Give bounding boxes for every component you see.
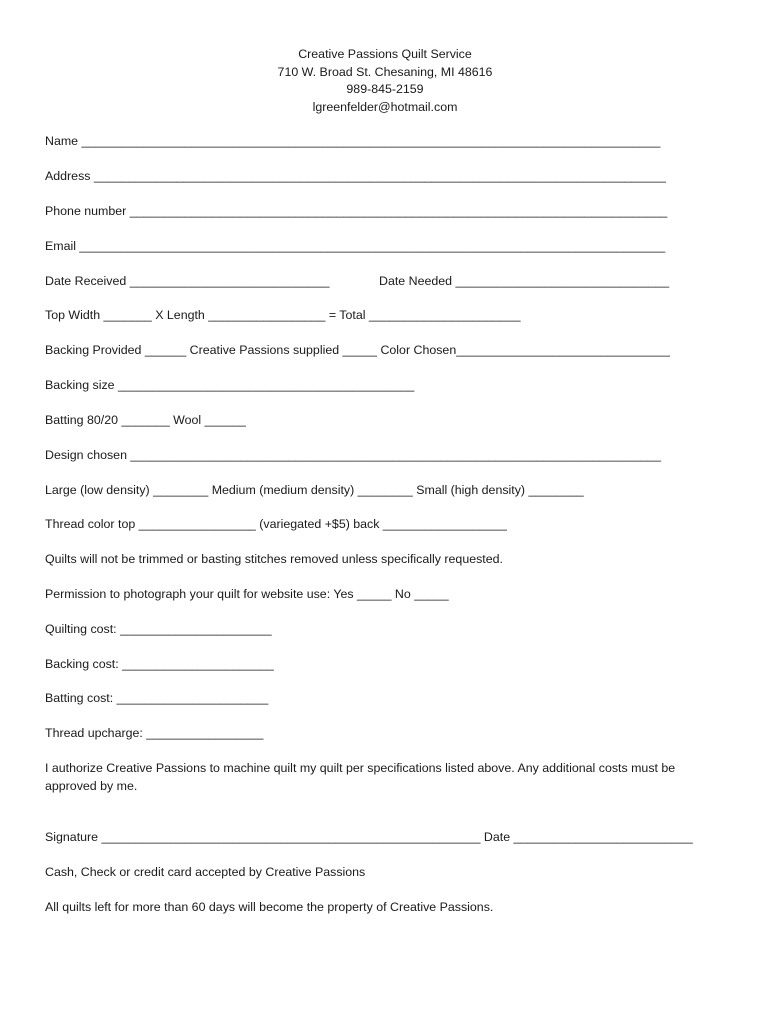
backing-provided-field[interactable]: Backing Provided ______ Creative Passions supplied _____ Color Chosen_______________________________ <box>45 343 670 357</box>
thread-upcharge-field[interactable]: Thread upcharge: _________________ <box>45 726 264 740</box>
business-phone: 989-845-2159 <box>346 82 424 96</box>
address-field[interactable]: Address ___________________________________________________________________________________ <box>45 169 666 183</box>
email-field[interactable]: Email _____________________________________________________________________________________ <box>45 239 666 253</box>
authorization-statement: I authorize Creative Passions to machine quilt my quilt per specifications listed above. Any additional costs must be approved by me. <box>45 761 676 793</box>
backing-cost-field[interactable]: Backing cost: ______________________ <box>45 657 274 671</box>
design-chosen-field[interactable]: Design chosen _____________________________________________________________________________ <box>45 448 662 462</box>
photo-permission-field[interactable]: Permission to photograph your quilt for website use: Yes _____ No _____ <box>45 587 449 601</box>
batting-field[interactable]: Batting 80/20 _______ Wool ______ <box>45 413 246 427</box>
batting-cost-field[interactable]: Batting cost: ______________________ <box>45 691 269 705</box>
phone-number-field[interactable]: Phone number ______________________________________________________________________________ <box>45 204 668 218</box>
quilting-cost-field[interactable]: Quilting cost: ______________________ <box>45 622 272 636</box>
density-field[interactable]: Large (low density) ________ Medium (medium density) ________ Small (high density) ________ <box>45 483 584 497</box>
business-email: lgreenfelder@hotmail.com <box>312 99 458 114</box>
name-field[interactable]: Name ____________________________________________________________________________________ <box>45 134 661 148</box>
signature-date-field[interactable]: Signature _______________________________________________________ Date __________________________ <box>45 830 693 844</box>
payment-note: Cash, Check or credit card accepted by Creative Passions <box>45 865 366 879</box>
trim-note: Quilts will not be trimmed or basting stitches removed unless specifically requested. <box>45 552 503 566</box>
date-needed-field[interactable]: Date Needed _______________________________ <box>379 274 670 288</box>
business-address: 710 W. Broad St. Chesaning, MI 48616 <box>277 64 493 79</box>
backing-size-field[interactable]: Backing size ___________________________________________ <box>45 378 415 392</box>
business-name: Creative Passions Quilt Service <box>298 47 472 61</box>
business-header <box>0 46 770 116</box>
property-note: All quilts left for more than 60 days will become the property of Creative Passions. <box>45 900 494 914</box>
thread-color-field[interactable]: Thread color top _________________ (variegated +$5) back __________________ <box>45 517 507 531</box>
date-received-field[interactable]: Date Received _____________________________ <box>45 274 330 288</box>
top-size-field[interactable]: Top Width _______ X Length _________________ = Total ______________________ <box>45 308 521 322</box>
